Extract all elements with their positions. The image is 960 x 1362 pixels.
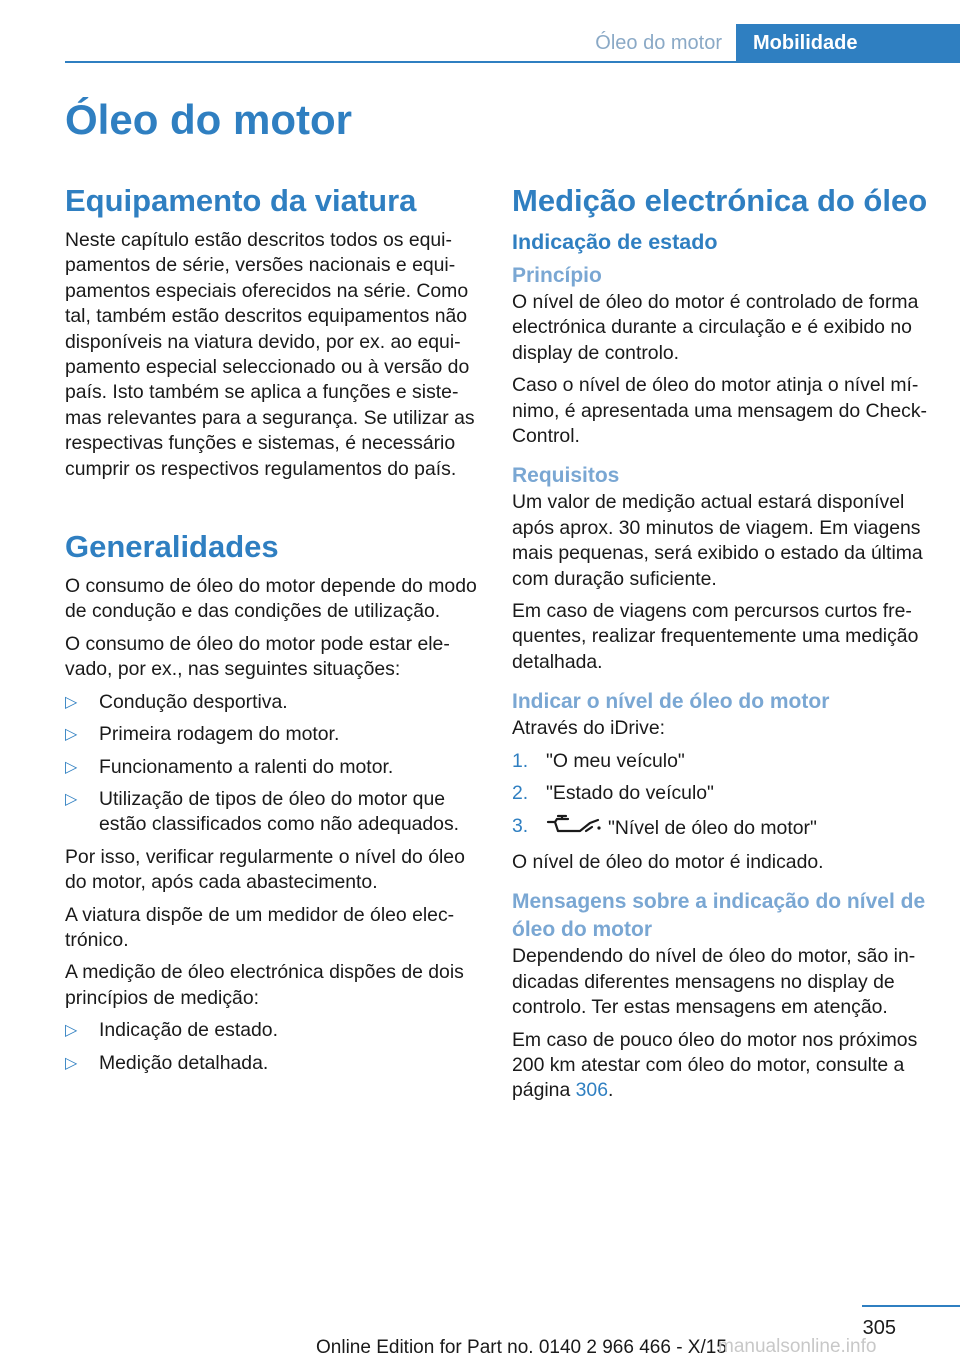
messages-paragraph-2 — [512, 1028, 932, 1104]
step-text: "Nível de óleo do motor" — [608, 816, 817, 839]
equipment-text: Neste capítulo estão descritos todos os equipamentos de série, versões nacionais e equipamentos especiais oferecidos na série. Como tal, também estão descritos equipamentos não disponíveis na viatura devido, por ex. ao equipamento especial seleccionado ou à versão do país. Isto também se aplica a funções e sistemas relevantes para a segurança. Se utilizar as respectivas funções e sistemas, é necessário cumprir os respectivos regulamentos do país. — [65, 229, 475, 480]
list-item — [65, 1018, 480, 1043]
step-number: 1. — [512, 749, 529, 772]
principle-paragraph-2: Caso o nível de óleo do motor atinja o nível mínimo, é apresentada uma mensagem do Check-Control. — [512, 374, 927, 448]
status-indication-heading: Indicação de estado — [512, 230, 718, 254]
list-item-text: Primeira rodagem do motor. — [99, 723, 340, 746]
equipment-heading: Equipamento da viatura — [65, 183, 417, 218]
general-paragraph-1: O consumo de óleo do motor depende do modo de condução e das condições de utilização. — [65, 575, 477, 623]
general-paragraph-3: Por isso, verificar regularmente o nível do óleo do motor, após cada abastecimento. — [65, 845, 465, 894]
general-paragraph-2: O consumo de óleo do motor pode estar elevado, por ex., nas seguintes situações: — [65, 632, 450, 681]
indicate-result: O nível de óleo do motor é indicado. — [512, 850, 824, 873]
list-item — [512, 814, 932, 843]
electronic-measurement-heading: Medição electrónica do óleo — [512, 183, 928, 218]
list-item-text: Utilização de tipos de óleo do motor que estão classificados como não adequados. — [99, 787, 460, 836]
footer-edition: Online Edition for Part no. 0140 2 966 466 - X/15 — [316, 1337, 727, 1358]
footer-rule — [862, 1305, 960, 1307]
running-header-section: Óleo do motor — [595, 32, 722, 54]
bullet-triangle-icon: ▷ — [65, 693, 78, 711]
step-text: "O meu veículo" — [546, 749, 685, 772]
requirements-paragraph-1: Um valor de medição actual estará disponível após aprox. 30 minutos de viagem. Em viagens mais pequenas, será exibido o estado da última com duração suficiente. — [512, 491, 923, 590]
right-column — [512, 180, 932, 1111]
page-title: Óleo do motor — [65, 96, 352, 143]
indicate-intro: Através do iDrive: — [512, 717, 666, 740]
step-number: 3. — [512, 814, 529, 837]
list-item-text: Medição detalhada. — [99, 1051, 269, 1074]
watermark: manualsonline.info — [718, 1336, 877, 1357]
list-item — [512, 749, 932, 774]
requirements-paragraph-2: Em caso de viagens com percursos curtos frequentes, realizar frequentemente uma medição detalhada. — [512, 600, 919, 673]
list-item-text: Indicação de estado. — [99, 1019, 278, 1042]
bullet-triangle-icon: ▷ — [65, 1022, 78, 1040]
list-item-text: Funcionamento a ralenti do motor. — [99, 755, 394, 778]
list-item — [512, 781, 932, 806]
general-paragraph-4: A viatura dispõe de um medidor de óleo electrónico. — [65, 903, 455, 951]
list-item — [65, 722, 480, 747]
idrive-steps-list — [512, 749, 932, 843]
principle-heading: Princípio — [512, 264, 602, 287]
principles-list — [65, 1018, 480, 1076]
principle-paragraph-1: O nível de óleo do motor é controlado de forma electrónica durante a circulação e é exibido no display de controlo. — [512, 291, 919, 364]
general-paragraph-5: A medição de óleo electrónica dispões de dois princípios de medição: — [65, 961, 464, 1009]
header-rule — [65, 61, 960, 63]
bullet-triangle-icon: ▷ — [65, 758, 78, 776]
list-item — [65, 755, 480, 780]
bullet-triangle-icon: ▷ — [65, 790, 78, 808]
general-heading: Generalidades — [65, 529, 279, 565]
list-item — [65, 787, 480, 838]
oil-can-icon — [546, 814, 602, 843]
bullet-triangle-icon: ▷ — [65, 1054, 78, 1072]
requirements-heading: Requisitos — [512, 464, 620, 488]
indicate-oil-level-heading: Indicar o nível de óleo do motor — [512, 690, 830, 714]
list-item — [65, 1051, 480, 1076]
list-item-text: Condução desportiva. — [99, 690, 288, 713]
page-reference-link[interactable]: 306 — [575, 1079, 608, 1102]
messages-heading: Mensagens sobre a indicação do nível de óleo do motor — [512, 890, 926, 942]
running-header-tab: Mobilidade — [736, 24, 960, 62]
left-column — [65, 180, 480, 1083]
situations-list — [65, 690, 480, 838]
step-number: 2. — [512, 782, 529, 805]
messages-paragraph-1: Dependendo do nível de óleo do motor, são indicadas diferentes mensagens no display de controlo. Ter estas mensagens em atenção. — [512, 945, 916, 1019]
bullet-triangle-icon: ▷ — [65, 726, 78, 744]
page-number: 305 — [862, 1317, 896, 1339]
list-item — [65, 690, 480, 715]
step-text: "Estado do veículo" — [546, 782, 714, 805]
messages-text: Em caso de pouco óleo do motor nos próximos 200 km atestar com óleo do motor, consulte a página — [512, 1028, 918, 1102]
messages-text-end: . — [607, 1079, 614, 1102]
